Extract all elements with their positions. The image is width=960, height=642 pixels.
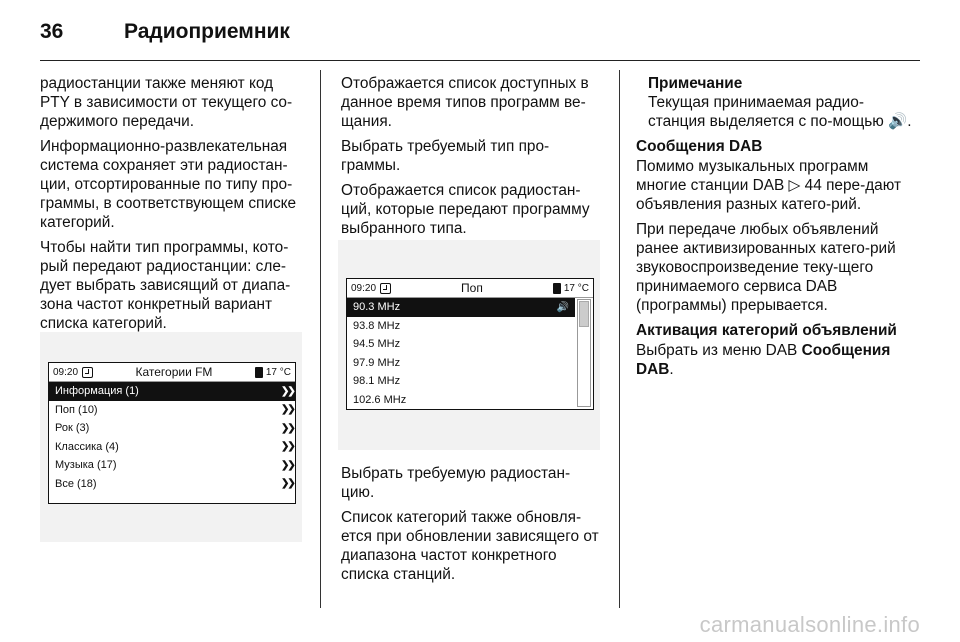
paragraph: Помимо музыкальных программ многие станции DAB ▷ 44 пере-дают объявления разных катего-рий.	[636, 158, 901, 213]
clock-icon	[380, 283, 391, 294]
screen-temperature: 17 °C	[563, 282, 589, 294]
list-item[interactable]: 93.8 MHz	[353, 319, 401, 332]
section-heading: Активация категорий объявлений	[636, 322, 897, 339]
radio-screen	[346, 278, 594, 410]
chevron-right-icon: ❯❯	[281, 478, 294, 490]
category-list	[49, 382, 295, 493]
screen-time: 09:20	[53, 366, 79, 378]
list-item[interactable]: 97.9 MHz	[353, 356, 401, 369]
screen-title: Поп	[461, 281, 483, 295]
note-title: Примечание	[648, 75, 743, 92]
clock-icon	[82, 367, 93, 378]
chevron-right-icon: ❯❯	[281, 404, 294, 416]
page-header	[40, 14, 290, 50]
column-divider-1	[320, 70, 321, 608]
chevron-right-icon: ❯❯	[281, 422, 294, 434]
chevron-right-icon: ❯❯	[281, 385, 294, 397]
screen-temperature: 17 °C	[265, 366, 291, 378]
arrow-right-icon: ▷	[788, 177, 801, 194]
station-list	[347, 298, 575, 409]
screen-status-bar	[49, 363, 295, 382]
paragraph: Чтобы найти тип программы, кото-рый передают радиостанции: сле-дует выбрать зависящий от диапа-зона частот конкретный вариант списка категорий.	[40, 239, 291, 332]
paragraph: Выбрать требуемый тип про-граммы.	[341, 138, 550, 174]
figure-fm-categories	[40, 332, 302, 542]
paragraph: Отображается список доступных в данное время типов программ ве-щания.	[341, 75, 589, 130]
page-number: 36	[40, 20, 64, 43]
list-item[interactable]: 98.1 MHz	[353, 375, 401, 388]
watermark: carmanualsonline.info	[699, 612, 920, 637]
header-divider	[40, 60, 920, 61]
thermometer-icon	[553, 283, 561, 294]
list-item[interactable]: Все (18) ❯❯	[55, 477, 294, 490]
note-box	[636, 74, 918, 131]
paragraph: Список категорий также обновля-ется при обновлении зависящего от диапазона частот конкретного списка станций.	[341, 509, 599, 583]
speaker-icon: 🔊	[888, 113, 908, 130]
menu-item-reference: Сообщения DAB	[636, 342, 891, 378]
list-item[interactable]: 102.6 MHz	[353, 393, 407, 406]
column-1	[40, 74, 306, 339]
page-reference[interactable]: 44	[804, 177, 822, 194]
paragraph: Информационно-развлекательная система сохраняет эти радиостан-ции, отсортированные по типу про-граммы, в соответствующем списке категорий.	[40, 138, 297, 231]
screen-time: 09:20	[351, 282, 377, 294]
speaker-icon: 🔊	[556, 301, 569, 313]
list-item[interactable]: Музыка (17) ❯❯	[55, 459, 294, 472]
section-heading: Сообщения DAB	[636, 138, 763, 155]
note-text: Текущая принимаемая радио-станция выделяется с по-мощью 🔊.	[648, 94, 912, 130]
thermometer-icon	[255, 367, 263, 378]
chevron-right-icon: ❯❯	[281, 459, 294, 471]
paragraph: Отображается список радиостан-ций, которые передают программу выбранного типа.	[341, 182, 590, 237]
paragraph: радиостанции также меняют код PTY в зависимости от текущего со-держимого передачи.	[40, 75, 293, 130]
paragraph: Выбрать из меню DAB Сообщения DAB.	[636, 342, 891, 378]
screen-title: Категории FM	[135, 365, 213, 379]
list-item[interactable]: Рок (3) ❯❯	[55, 422, 294, 435]
list-item[interactable]: Информация (1) ❯❯	[49, 382, 295, 401]
scrollbar-thumb[interactable]	[579, 301, 589, 327]
scrollbar[interactable]	[577, 299, 591, 407]
list-item[interactable]: 94.5 MHz	[353, 338, 401, 351]
screen-status-bar	[347, 279, 593, 298]
paragraph: При передаче любых объявлений ранее активизированных катего-рий звуковоспроизведение теку-щего принимаемого сервиса DAB (программы) прерывается.	[636, 221, 896, 314]
paragraph: Выбрать требуемую радиостан-цию.	[341, 465, 571, 501]
page-title: Радиоприемник	[124, 20, 290, 43]
chevron-right-icon: ❯❯	[281, 441, 294, 453]
list-item[interactable]: 90.3 MHz 🔊	[347, 298, 575, 317]
list-item[interactable]: Классика (4) ❯❯	[55, 440, 294, 453]
column-3	[636, 74, 918, 385]
column-divider-2	[619, 70, 620, 608]
radio-screen	[48, 362, 296, 504]
figure-station-list	[338, 240, 600, 450]
list-item[interactable]: Поп (10) ❯❯	[55, 403, 294, 416]
